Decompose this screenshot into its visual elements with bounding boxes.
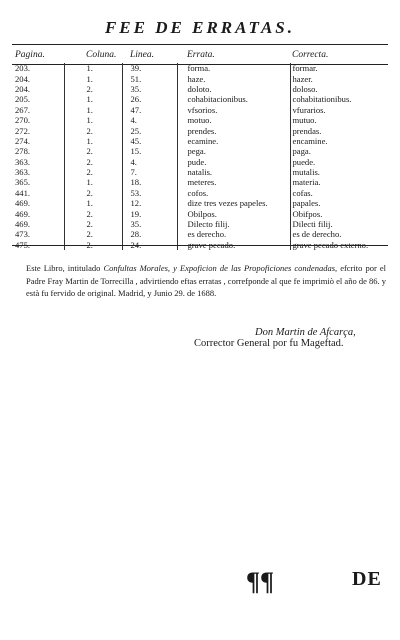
row-coluna: 1. [64,136,122,146]
row-linea: 25. [122,125,177,135]
row-linea: 28. [122,229,177,239]
row-coluna: 1. [64,177,122,187]
ornament-glyph: ¶¶ [246,567,275,596]
row-linea: 4. [122,157,177,167]
row-coluna: 2. [64,84,122,94]
errata-row [12,63,388,73]
row-coluna: 1. [64,94,122,104]
header-pagina: Pagina. [15,49,45,60]
para-text-2: , efcrito por el Padre Fray Martin de Torrecilla , advirtiendo eftas erratas , correfponde al que fe imprimiò el año de 86. y està fu fervido de original. Madrid, y Junio 29. de 1688. [26,263,386,298]
row-pagina: 473. [15,229,31,240]
row-coluna: 2. [64,219,122,229]
errata-header-row [12,46,388,63]
row-linea: 47. [122,105,177,115]
row-coluna: 2. [64,157,122,167]
row-errata: meteres. [177,177,290,187]
errata-row [12,146,388,156]
row-linea: 51. [122,73,177,83]
row-errata: Dilecto filij. [177,219,290,229]
row-linea: 19. [122,208,177,218]
row-linea: 53. [122,188,177,198]
header-linea: Linea. [130,49,155,60]
row-linea: 35. [122,219,177,229]
row-correcta: es de derecho. [290,229,388,239]
errata-table [12,46,388,250]
errata-row [12,125,388,135]
row-pagina: 278. [15,146,31,157]
row-coluna: 1. [64,63,122,73]
row-linea: 35. [122,84,177,94]
row-errata: dize tres vezes papeles. [177,198,290,208]
errata-row [12,105,388,115]
row-errata: grave pecado. [177,240,290,250]
errata-row [12,177,388,187]
row-correcta: puede. [290,157,388,167]
row-coluna: 2. [64,188,122,198]
page-title: FEE DE ERRATAS. [104,18,296,37]
row-errata: prendes. [177,125,290,135]
row-correcta: hazer. [290,73,388,83]
row-coluna: 2. [64,208,122,218]
row-correcta: paga. [290,146,388,156]
row-coluna: 1. [64,105,122,115]
row-pagina: 363. [15,167,31,178]
catchword: DE [352,568,382,590]
row-pagina: 270. [15,115,31,126]
row-errata: motuo. [177,115,290,125]
row-correcta: grave pecado externo. [290,240,388,250]
row-pagina: 204. [15,73,31,84]
errata-row [12,94,388,104]
header-coluna: Coluna. [86,49,117,60]
para-book-title: Confultas Morales, y Expoficion de las Propoficiones condenadas [103,263,335,273]
row-pagina: 204. [15,83,31,94]
errata-body [12,63,388,250]
row-pagina: 475. [15,239,31,250]
row-correcta: formar. [290,63,388,73]
row-pagina: 274. [15,135,31,146]
row-correcta: papales. [290,198,388,208]
row-coluna: 2. [64,125,122,135]
bottom-rule [12,245,388,246]
row-errata: vfsorios. [177,105,290,115]
row-pagina: 272. [15,125,31,136]
row-coluna: 2. [64,167,122,177]
row-pagina: 205. [15,94,31,105]
row-linea: 7. [122,167,177,177]
top-rule [12,44,388,45]
row-errata: doloto. [177,84,290,94]
row-linea: 45. [122,136,177,146]
certification-paragraph [26,262,386,300]
signature-name: Don Martin de Afcarça, [255,327,356,338]
row-linea: 26. [122,94,177,104]
errata-row [12,115,388,125]
errata-row [12,73,388,83]
errata-row [12,219,388,229]
row-errata: haze. [177,73,290,83]
row-errata: pude. [177,157,290,167]
row-coluna: 1. [64,115,122,125]
errata-row [12,157,388,167]
row-errata: natalis. [177,167,290,177]
row-linea: 18. [122,177,177,187]
signature-role: Corrector General por fu Mageftad. [194,338,344,349]
row-correcta: cohabitationibus. [290,94,388,104]
row-pagina: 441. [15,187,31,198]
row-errata: cofos. [177,188,290,198]
errata-row [12,229,388,239]
row-errata: forma. [177,63,290,73]
row-errata: pega. [177,146,290,156]
row-correcta: mutuo. [290,115,388,125]
row-linea: 15. [122,146,177,156]
row-correcta: materia. [290,177,388,187]
row-errata: cohabitacionibus. [177,94,290,104]
errata-row [12,167,388,177]
header-errata: Errata. [187,49,215,60]
row-errata: es derecho. [177,229,290,239]
row-linea: 24. [122,240,177,250]
row-errata: ecamine. [177,136,290,146]
row-linea: 12. [122,198,177,208]
row-correcta: doloso. [290,84,388,94]
row-correcta: prendas. [290,125,388,135]
row-correcta: vfurarios. [290,105,388,115]
row-pagina: 267. [15,104,31,115]
header-correcta: Correcta. [292,49,329,60]
row-pagina: 469. [15,219,31,230]
errata-row [12,136,388,146]
row-pagina: 365. [15,177,31,188]
row-pagina: 469. [15,198,31,209]
row-pagina: 363. [15,156,31,167]
row-coluna: 1. [64,73,122,83]
para-text-1: Este Libro, intitulado [26,263,104,273]
errata-row [12,188,388,198]
errata-row [12,208,388,218]
row-errata: Obilpos. [177,208,290,218]
row-linea: 4. [122,115,177,125]
row-linea: 39. [122,63,177,73]
row-coluna: 2. [64,240,122,250]
errata-row [12,198,388,208]
row-correcta: mutalis. [290,167,388,177]
row-correcta: Dilecti filij. [290,219,388,229]
errata-row [12,84,388,94]
row-pagina: 203. [15,63,31,74]
row-correcta: Obifpos. [290,208,388,218]
row-correcta: encamine. [290,136,388,146]
row-coluna: 1. [64,198,122,208]
row-correcta: cofas. [290,188,388,198]
row-coluna: 2. [64,146,122,156]
row-pagina: 469. [15,208,31,219]
row-coluna: 2. [64,229,122,239]
